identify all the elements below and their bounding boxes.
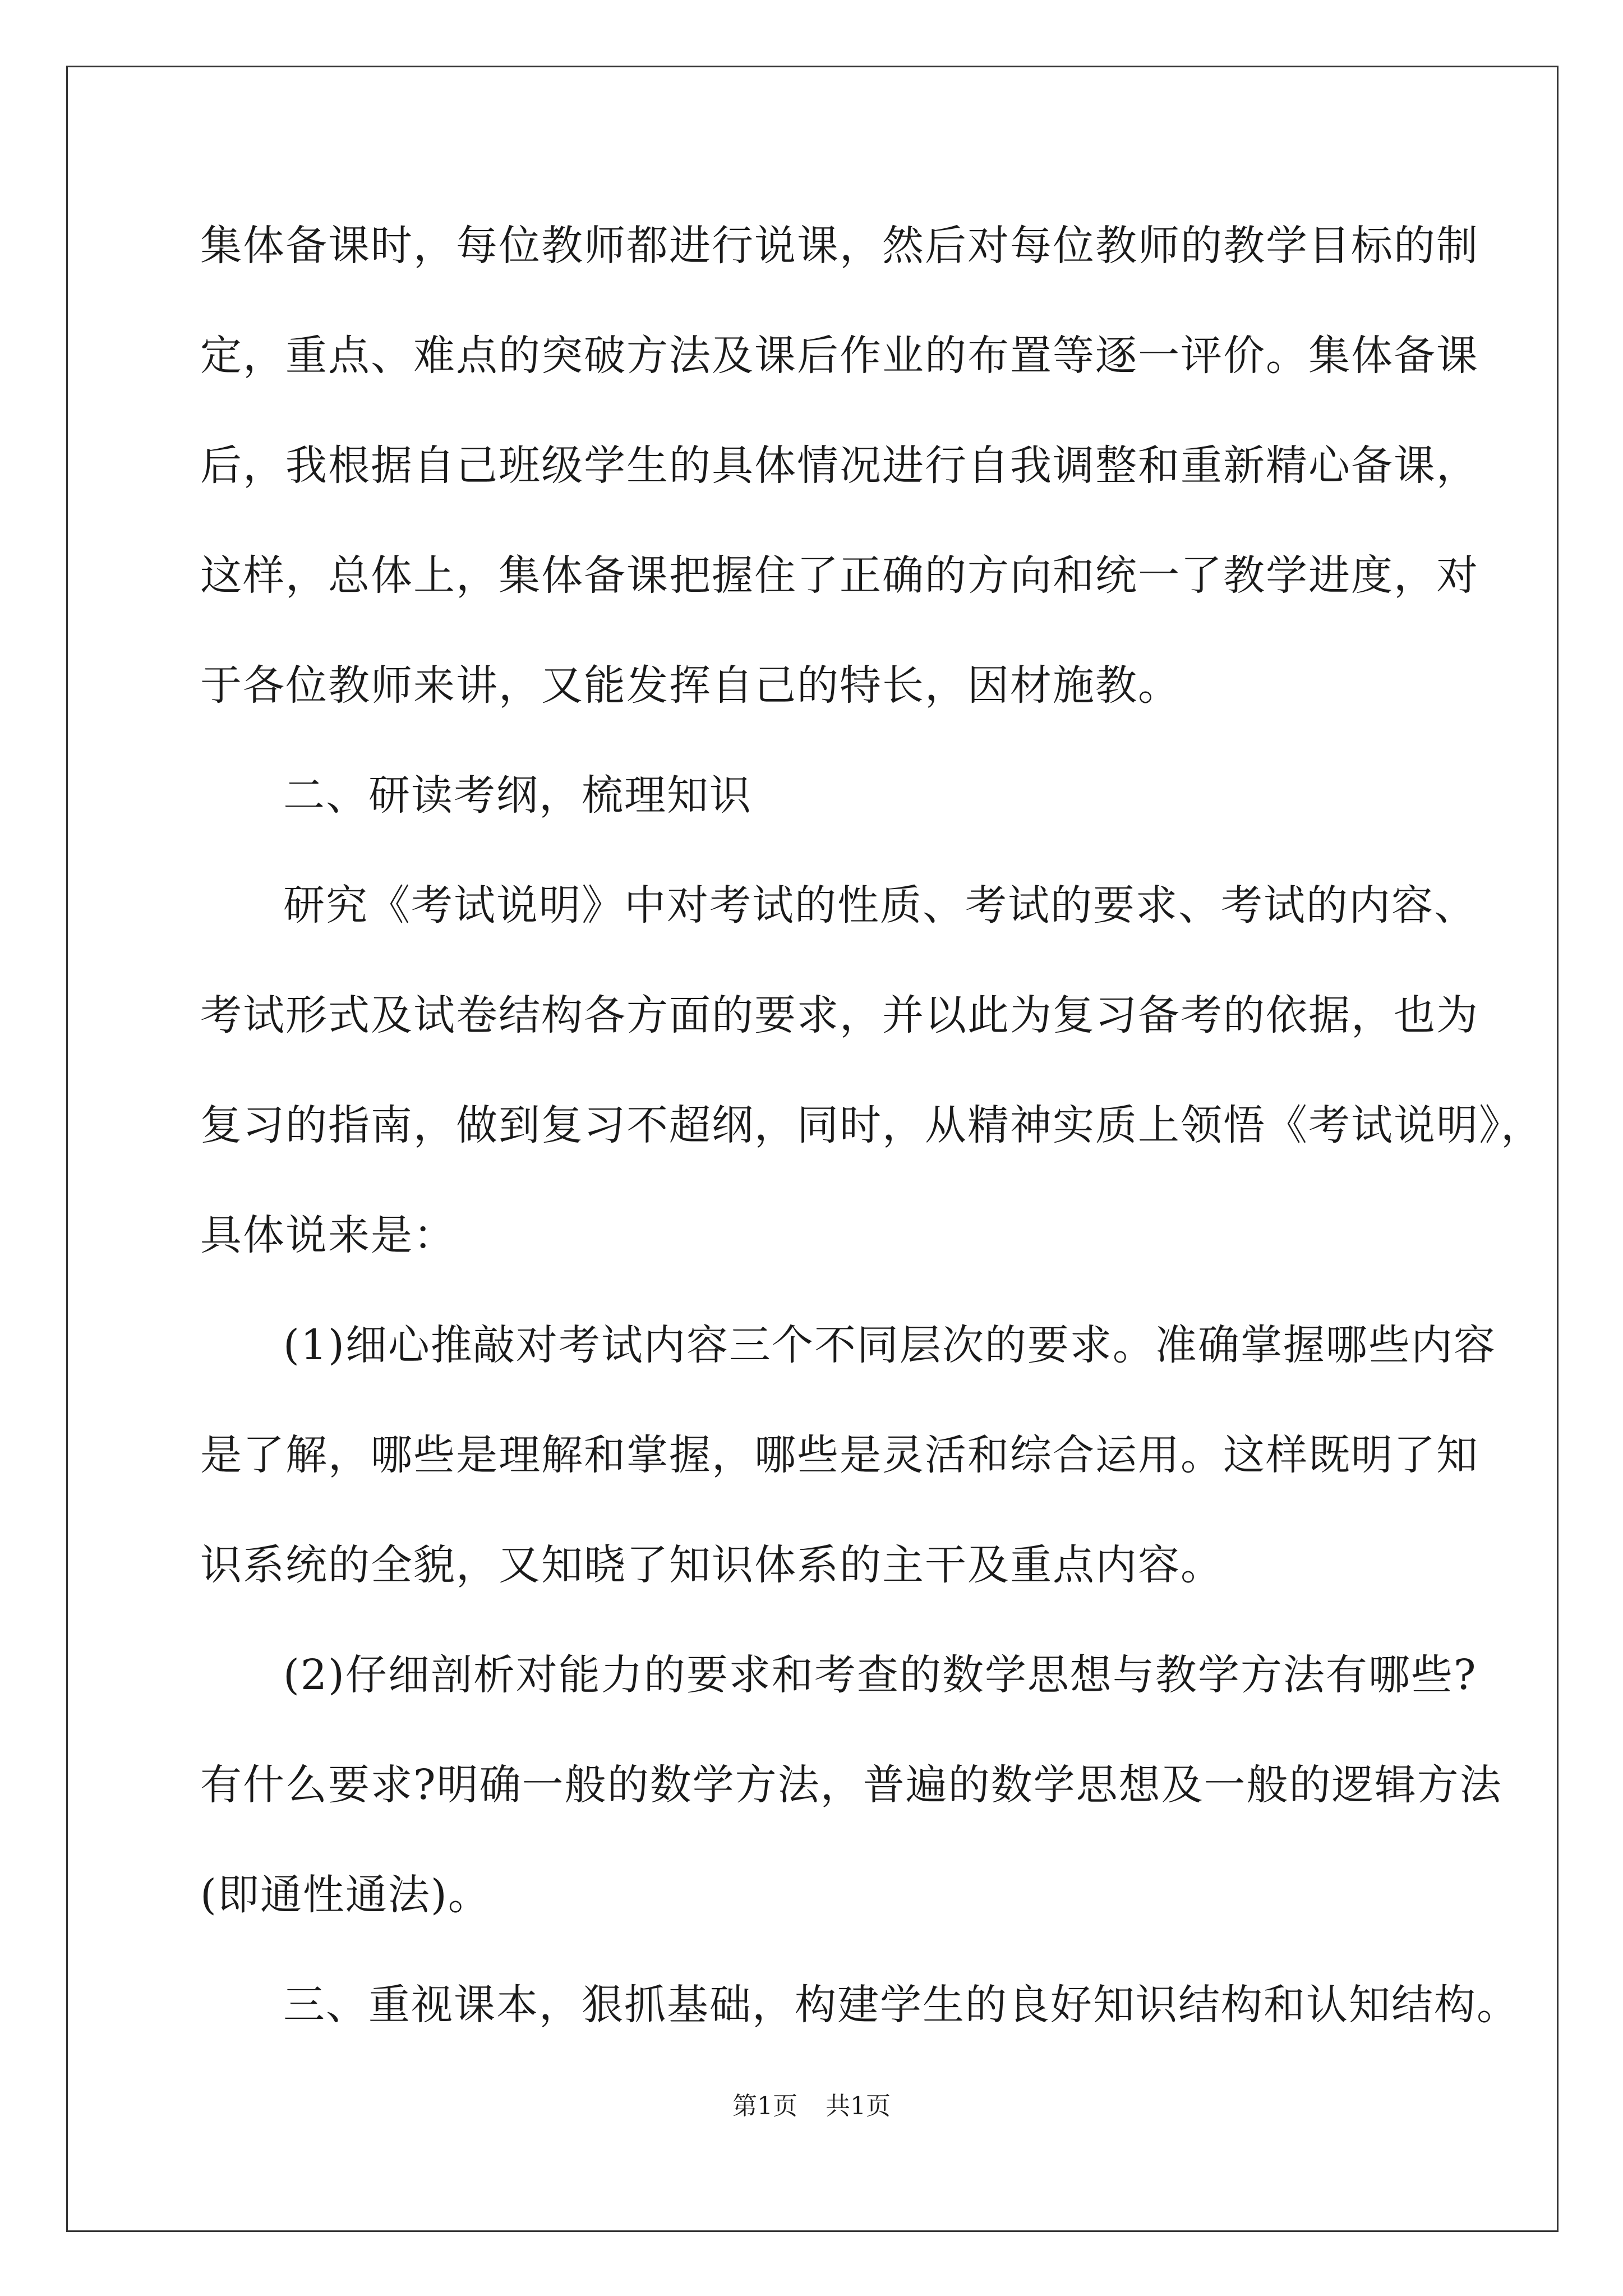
- section-heading: 三、重视课本，狠抓基础，构建学生的良好知识结构和认知结构。: [283, 1981, 1519, 2029]
- list-item-line: (2)仔细剖析对能力的要求和考查的数学思想与教学方法有哪些?: [283, 1651, 1477, 1699]
- paragraph-line: 考试形式及试卷结构各方面的要求，并以此为复习备考的依据，也为: [200, 991, 1479, 1039]
- paragraph-line: 后，我根据自己班级学生的具体情况进行自我调整和重新精心备课，: [200, 441, 1479, 490]
- list-item-line: (1)细心推敲对考试内容三个不同层次的要求。准确掌握哪些内容: [283, 1321, 1496, 1369]
- paragraph-line: 有什么要求?明确一般的数学方法，普遍的数学思想及一般的逻辑方法: [200, 1761, 1502, 1809]
- paragraph-line: (即通性通法)。: [200, 1871, 491, 1919]
- paragraph-line: 具体说来是：: [200, 1211, 456, 1259]
- paragraph-line: 于各位教师来讲，又能发挥自己的特长，因材施教。: [200, 661, 1181, 710]
- paragraph-line: 集体备课时，每位教师都进行说课，然后对每位教师的教学目标的制: [200, 222, 1479, 270]
- paragraph-line: 这样，总体上，集体备课把握住了正确的方向和统一了教学进度，对: [200, 551, 1479, 600]
- paragraph-line: 复习的指南，做到复习不超纲，同时，从精神实质上领悟《考试说明》，: [200, 1101, 1543, 1149]
- page-footer: [0, 2090, 1623, 2123]
- page-number: 第1页: [732, 2092, 797, 2120]
- section-heading: 二、研读考纲，梳理知识: [283, 771, 752, 820]
- document-body: [200, 191, 1543, 2060]
- paragraph-line: 研究《考试说明》中对考试的性质、考试的要求、考试的内容、: [283, 881, 1477, 930]
- paragraph-line: 识系统的全貌，又知晓了知识体系的主干及重点内容。: [200, 1541, 1223, 1589]
- page-total: 共1页: [826, 2092, 891, 2120]
- paragraph-line: 定，重点、难点的突破方法及课后作业的布置等逐一评价。集体备课: [200, 332, 1479, 380]
- paragraph-line: 是了解，哪些是理解和掌握，哪些是灵活和综合运用。这样既明了知: [200, 1431, 1479, 1479]
